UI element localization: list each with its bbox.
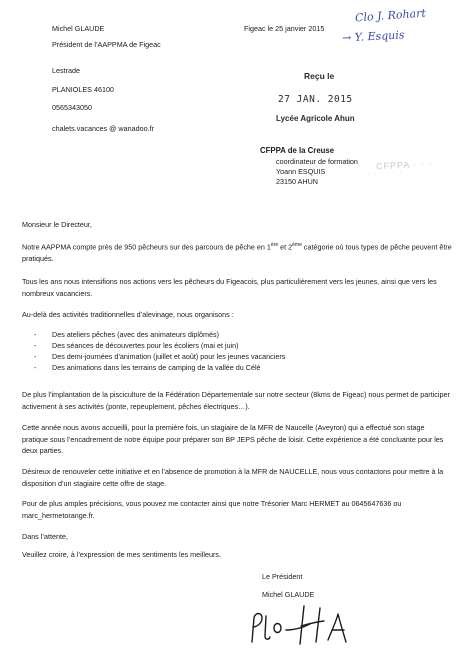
handwritten-note-line1: Clo J. Rohart — [354, 6, 427, 25]
paragraph-5: Cette année nous avons accueilli, pour la première fois, un stagiaire de la MFR de Naucelle (Aveyron) qui a effectué son stage pratique sous l’encadrement de notre équipe pour préparer son BP JEPS pêche de loisir. Cette expérience a été concluante pour les deux parties. — [22, 423, 444, 455]
closing-formula: Veuillez croire, à l’expression de mes sentiments les meilleurs. — [22, 550, 221, 559]
stamp-date: 27 JAN. 2015 — [278, 94, 353, 105]
salutation: Monsieur le Directeur, — [22, 220, 92, 229]
paragraph-6: Désireux de renouveler cette initiative et en l’absence de promotion à la MFR de NAUCELLE, nous vous contactons pour mettre à la disposition d’un stagiaire cette offre de stage. — [22, 467, 444, 488]
paragraph-2: Tous les ans nous intensifions nos actions vers les pêcheurs du Figeacois, plus particulièrement vers les jeunes, ainsi que vers les nombreux vacanciers. — [22, 277, 437, 298]
recipient-name: Yoann ESQUIS — [276, 167, 326, 176]
closing-wait: Dans l’attente, — [22, 532, 68, 541]
paragraph-1-sup-2: ème — [292, 242, 302, 248]
paragraph-7: Pour de plus amples précisions, vous pouvez me contacter ainsi que notre Trésorier Marc HERMET au 0645647636 ou marc_hermetorange.fr. — [22, 499, 402, 520]
recipient-city: 23150 AHUN — [276, 177, 318, 186]
paragraph-4: De plus l’implantation de la pisciculture de la Fédération Départementale sur notre secteur (8kms de Figeac) nous permet de participer activement à ses activités (ponte, repeuplement, pêches électriques…). — [22, 390, 450, 411]
recipient-org: CFPPA de la Creuse — [260, 146, 335, 155]
signature-name: Michel GLAUDE — [262, 590, 315, 599]
paragraph-3: Au-delà des activités traditionnelles d’alevinage, nous organisons : — [22, 310, 234, 319]
sender-email: chalets.vacances @ wanadoo.fr — [52, 124, 154, 133]
faded-stamp-mark-2: · · · · · · — [367, 169, 403, 178]
list-item: - Des séances de découvertes pour les écoliers (mai et juin) — [34, 340, 285, 351]
paragraph-1-text-b: et 2 — [278, 242, 293, 252]
handwritten-note-line2: → Y. Esquis — [341, 28, 405, 45]
date-line: Figeac le 25 janvier 2015 — [244, 24, 325, 33]
activities-list — [34, 329, 285, 373]
sender-street: Lestrade — [52, 66, 80, 75]
sender-phone: 0565343050 — [52, 103, 92, 112]
sender-title: Président de l’AAPPMA de Figeac — [52, 40, 161, 49]
faded-stamp-mark: CFPPA · · · — [375, 158, 433, 172]
recipient-role: coordinateur de formation — [276, 157, 358, 166]
stamp-school: Lycée Agricole Ahun — [276, 114, 355, 123]
list-item: - Des animations dans les terrains de camping de la vallée du Célé — [34, 362, 285, 373]
list-item: - Des ateliers pêches (avec des animateurs diplômés) — [34, 329, 285, 340]
list-item: - Des demi-journées d’animation (juillet et août) pour les jeunes vacanciers — [34, 351, 285, 362]
paragraph-1-text-c: catégorie où tous types de pêche peuvent être pratiqués. — [22, 242, 452, 263]
handwritten-signature — [246, 600, 356, 650]
stamp-received-label: Reçu le — [304, 71, 335, 81]
paragraph-1 — [22, 240, 452, 264]
sender-city: PLANIOLES 46100 — [52, 85, 114, 94]
sender-name: Michel GLAUDE — [52, 24, 105, 33]
signature-role: Le Président — [262, 572, 303, 581]
paragraph-1-sup-1: ère — [270, 242, 279, 248]
paragraph-1-text-a: Notre AAPPMA compte près de 950 pêcheurs sur des parcours de pêche en 1 — [22, 242, 271, 252]
